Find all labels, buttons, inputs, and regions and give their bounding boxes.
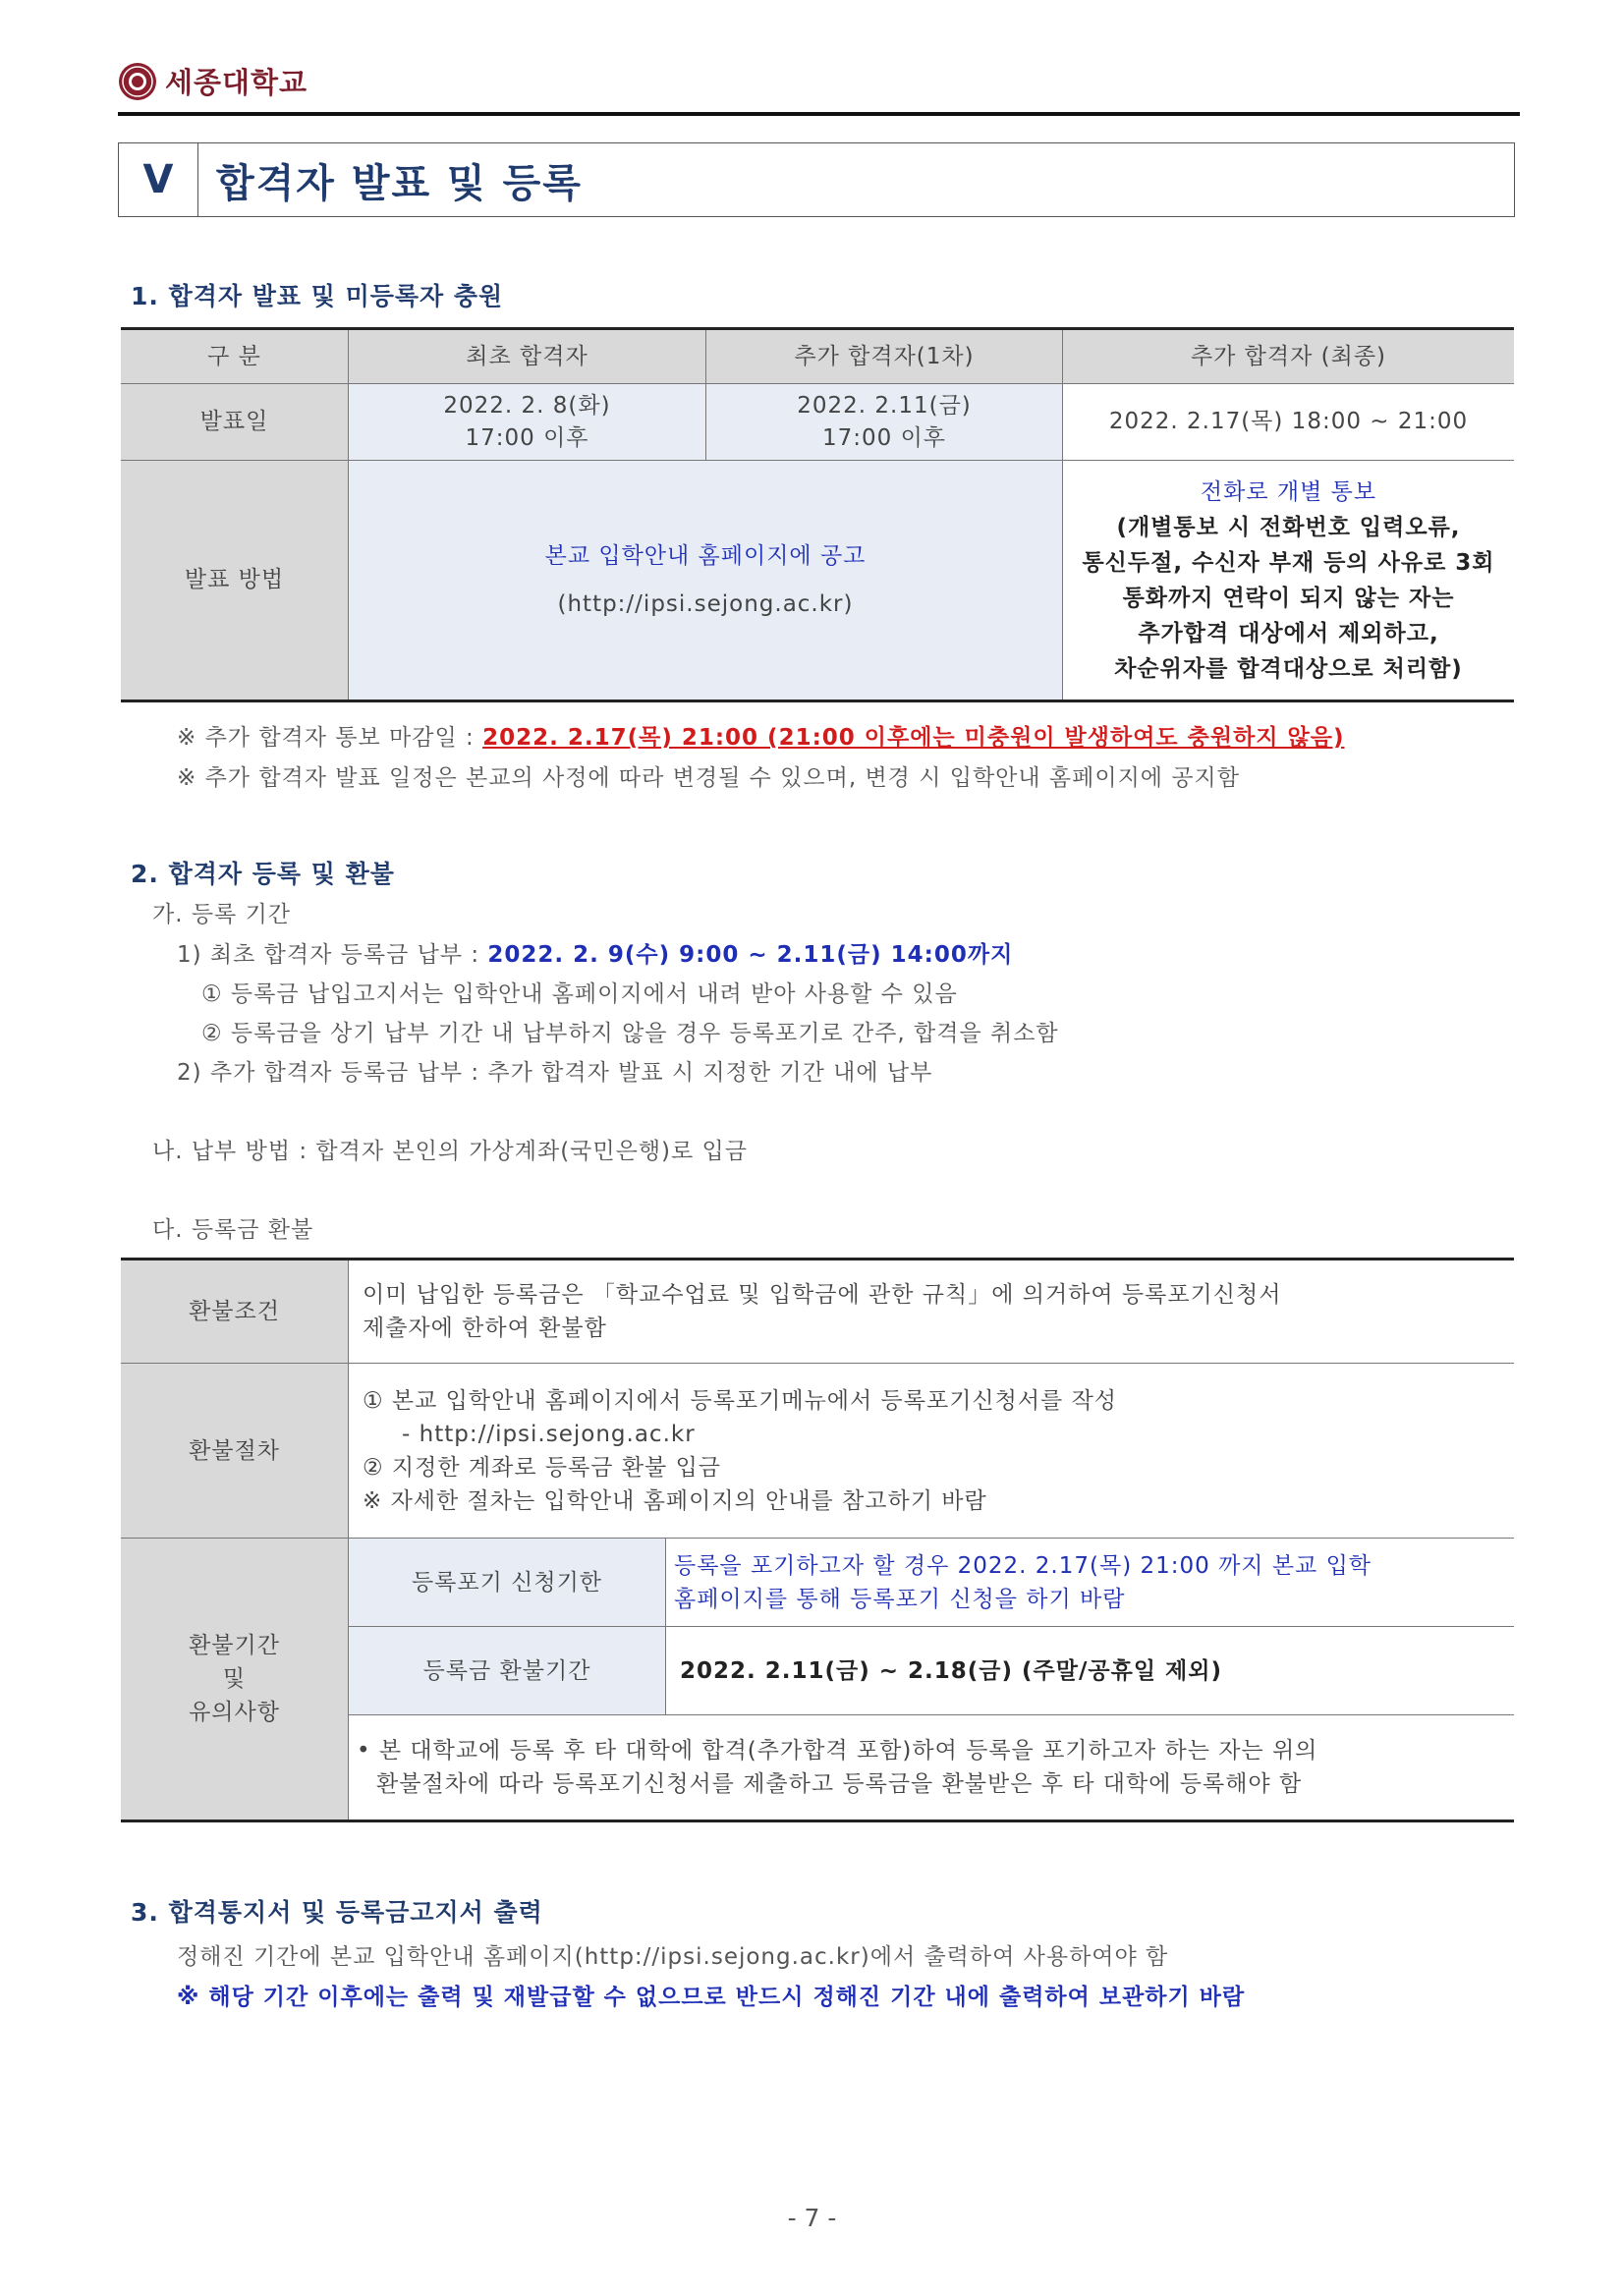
procedure-text: ① 본교 입학안내 홈페이지에서 등록포기메뉴에서 등록포기신청서를 작성 - http://ipsi.sejong.ac.kr ② 지정한 계좌로 등록금 환불 입금 ※ 자세한 절차는 입학안내 홈페이지의 안내를 참고하기 바람 [349,1364,1515,1539]
sub-na: 나. 납부 방법 : 합격자 본인의 가상계좌(국민은행)로 입금 [152,1139,748,1164]
university-name: 세종대학교 [165,66,308,99]
refund-table [121,1258,1514,1822]
header-add1: 추가 합격자(1차) [706,329,1063,384]
sub-da: 다. 등록금 환불 [152,1217,314,1243]
table-row-method [121,461,1514,701]
row-label-date: 발표일 [121,384,349,461]
page-number: - 7 - [787,2204,837,2232]
row-label-method: 발표 방법 [121,461,349,701]
chapter-number: V [119,143,198,216]
header-category: 구 분 [121,329,349,384]
item1-sub2: ② 등록금을 상기 납부 기간 내 납부하지 않을 경우 등록포기로 간주, 합격을 취소함 [201,1021,1059,1046]
item2: 2) 추가 합격자 등록금 납부 : 추가 합격자 발표 시 지정한 기간 내에 납부 [177,1060,933,1086]
table-header-row [121,329,1514,384]
header-final: 추가 합격자 (최종) [1063,329,1515,384]
header-divider [118,112,1520,116]
refund-period-text: 2022. 2.11(금) ~ 2.18(금) (주말/공휴일 제외) [666,1627,1515,1715]
label-condition: 환불조건 [121,1260,349,1364]
final-date: 2022. 2.17(목) 18:00 ~ 21:00 [1063,384,1515,461]
add1-date: 2022. 2.11(금) 17:00 이후 [706,384,1063,461]
header-logo [118,61,308,101]
item1: 1) 최초 합격자 등록금 납부 : 2022. 2. 9(수) 9:00 ~ 2.11(금) 14:00까지 [177,942,1014,968]
chapter-heading [118,142,1515,217]
refund-row-condition [121,1260,1514,1364]
phone-notice: 전화로 개별 통보 (개별통보 시 전화번호 입력오류, 통신두절, 수신자 부재 등의 사유로 3회 통화까지 연락이 되지 않는 자는 추가합격 대상에서 제외하고, 차순위자를 합격대상으로 처리함) [1063,461,1515,701]
header-first: 최초 합격자 [349,329,706,384]
sub-ga: 가. 등록 기간 [152,902,292,927]
note-deadline: ※ 추가 합격자 통보 마감일 : 2022. 2.17(목) 21:00 (21:00 이후에는 미충원이 발생하여도 충원하지 않음) [177,725,1345,751]
item1-sub1: ① 등록금 납입고지서는 입학안내 홈페이지에서 내려 받아 사용할 수 있음 [201,981,958,1007]
label-period: 환불기간 및 유의사항 [121,1539,349,1821]
section1-title: 1. 합격자 발표 및 미등록자 충원 [131,282,504,310]
section3-title: 3. 합격통지서 및 등록금고지서 출력 [131,1898,543,1927]
print-warning: ※ 해당 기간 이후에는 출력 및 재발급할 수 없으므로 반드시 정해진 기간 내에 출력하여 보관하기 바람 [177,1985,1246,2010]
first-date: 2022. 2. 8(화) 17:00 이후 [349,384,706,461]
refund-row-procedure [121,1364,1514,1539]
refund-note: • 본 대학교에 등록 후 타 대학에 합격(추가합격 포함)하여 등록을 포기하고자 하는 자는 위의 환불절차에 따라 등록포기신청서를 제출하고 등록금을 환불받은 후 타 대학에 등록해야 함 [349,1715,1515,1821]
web-notice: 본교 입학안내 홈페이지에 공고 (http://ipsi.sejong.ac.kr) [349,461,1063,701]
label-procedure: 환불절차 [121,1364,349,1539]
condition-text: 이미 납입한 등록금은 「학교수업료 및 입학금에 관한 규칙」에 의거하여 등록포기신청서 제출자에 한하여 환불함 [349,1260,1515,1364]
section2-title: 2. 합격자 등록 및 환불 [131,860,395,888]
label-refund-period: 등록금 환불기간 [349,1627,666,1715]
apply-deadline-text: 등록을 포기하고자 할 경우 2022. 2.17(목) 21:00 까지 본교 입학 홈페이지를 통해 등록포기 신청을 하기 바람 [666,1539,1515,1627]
chapter-title: 합격자 발표 및 등록 [216,160,583,206]
refund-row-apply [121,1539,1514,1627]
label-apply-deadline: 등록포기 신청기한 [349,1539,666,1627]
announcement-table [121,327,1514,702]
table-row-date [121,384,1514,461]
university-seal-icon [118,62,157,101]
print-instruction: 정해진 기간에 본교 입학안내 홈페이지(http://ipsi.sejong.ac.kr)에서 출력하여 사용하여야 함 [177,1944,1169,1970]
note-schedule-change: ※ 추가 합격자 발표 일정은 본교의 사정에 따라 변경될 수 있으며, 변경 시 입학안내 홈페이지에 공지함 [177,765,1240,791]
